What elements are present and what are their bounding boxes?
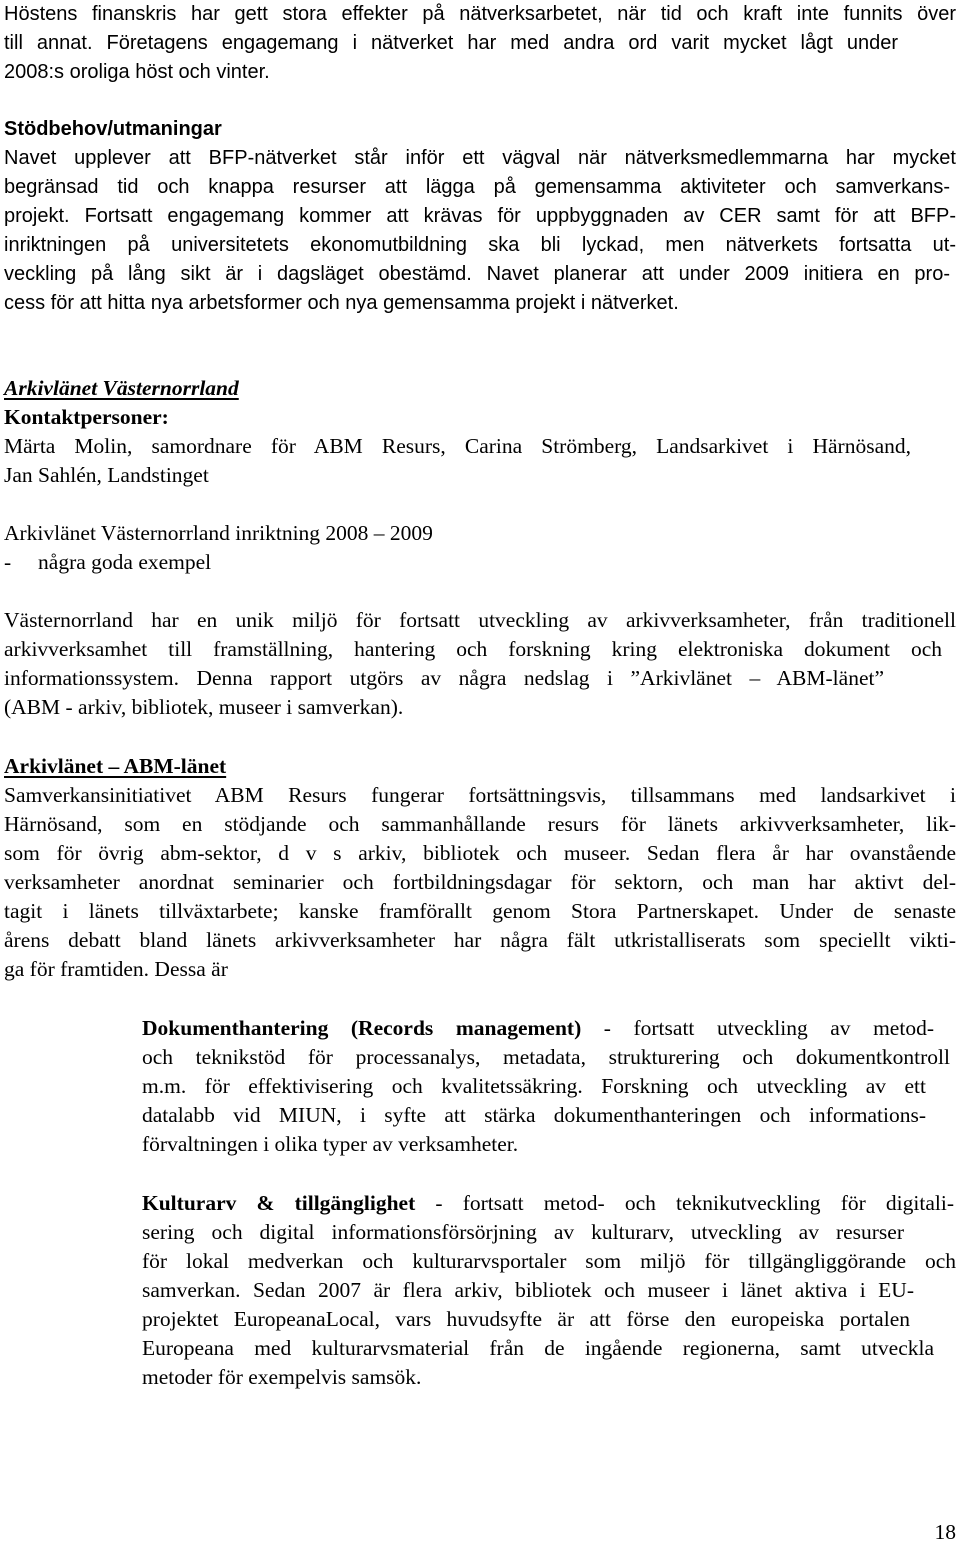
env-line: arkivverksamhet till framställning, hantering och forskning kring elektroniska dokument och [4, 637, 942, 661]
support-line: cess för att hitta nya arbetsformer och nya gemensamma projekt i nätverket. [4, 292, 679, 314]
abm-section [4, 752, 956, 984]
env-line: informationssystem. Denna rapport utgörs av några nedslag i ”Arkivlänet – ABM-länet” [4, 666, 884, 690]
intro-paragraph [4, 0, 956, 87]
focus-item-term: Kulturarv & tillgänglighet [142, 1191, 416, 1215]
direction-line: Arkivlänet Västernorrland inriktning 2008 – 2009 [4, 521, 433, 545]
focus-item-heritage [142, 1189, 956, 1392]
focus-item-rest: - fortsatt utveckling av metod- [581, 1016, 934, 1040]
intro-line: till annat. Företagens engagemang i nätverket har med andra ord varit mycket lågt under [4, 32, 898, 54]
support-line-mixed [4, 260, 950, 289]
support-line: inriktningen på universitetets ekonomutbildning ska bli lyckad, men nätverkets fortsatta ut- [4, 234, 956, 256]
page-number: 18 [934, 1520, 956, 1544]
contacts-line: Jan Sahlén, Landstinget [4, 463, 209, 487]
focus-item-records [142, 1014, 956, 1159]
focus-item-first-line [142, 1189, 954, 1218]
focus-item-line: m.m. för effektivisering och kvalitetssäkring. Forskning och utveckling av ett [142, 1074, 926, 1098]
abm-line: årens debatt bland länets arkivverksamheter har några fält utkristalliserats som speciellt vikti- [4, 928, 956, 952]
abm-heading: Arkivlänet – ABM-länet [4, 754, 227, 778]
support-line-mixed [4, 202, 956, 231]
focus-item-line: Europeana med kulturarvsmaterial från de ingående regionerna, samt utveckla [142, 1336, 934, 1360]
abm-line: Samverkansinitiativet ABM Resurs fungerar fortsättningsvis, tillsammans med landsarkivet i [4, 783, 956, 807]
intro-line: 2008:s oroliga höst och vinter. [4, 61, 270, 83]
intro-line: Höstens finanskris har gett stora effekter på nätverksarbetet, när tid och kraft inte funnits över [4, 3, 956, 25]
support-line: begränsad tid och knappa resurser att lägga på gemensamma aktiviteter och samverkans- [4, 176, 950, 198]
contacts-line: Märta Molin, samordnare för ABM Resurs, Carina Strömberg, Landsarkivet i Härnösand, [4, 434, 911, 458]
environment-paragraph [4, 606, 956, 722]
abm-line: som för övrig abm-sektor, d v s arkiv, bibliotek och museer. Sedan flera år har ovanstående [4, 841, 956, 865]
support-fragment: Navet planerar att under 2009 initiera en pro- [486, 263, 950, 285]
focus-item-line: projektet EuropeanaLocal, vars huvudsyfte är att förse den europeiska portalen [142, 1307, 910, 1331]
support-fragment: veckling på lång sikt är i dagsläget obestämd. [4, 263, 472, 285]
arkiv-title: Arkivlänet Västernorrland [4, 376, 239, 400]
focus-item-rest: - fortsatt metod- och teknikutveckling för digitali- [415, 1191, 954, 1215]
focus-item-line: datalabb vid MIUN, i syfte att stärka dokumenthanteringen och informations- [142, 1103, 926, 1127]
abm-line: verksamheter anordnat seminarier och fortbildningsdagar för sektorn, och man har aktivt del- [4, 870, 956, 894]
focus-item-line: och teknikstöd för processanalys, metadata, strukturering och dokumentkontroll [142, 1045, 950, 1069]
focus-item-line: sering och digital informationsförsörjning av kulturarv, utveckling av resurser [142, 1220, 904, 1244]
support-heading: Stödbehov/utmaningar [4, 118, 222, 140]
abm-line: tagit i länets tillväxtarbete; kanske framförallt genom Stora Partnerskapet. Under de senaste [4, 899, 956, 923]
support-line: Navet upplever att BFP-nätverket står inför ett vägval när nätverksmedlemmarna har mycket [4, 147, 956, 169]
focus-item-first-line [142, 1014, 934, 1043]
focus-item-line: samverkan. Sedan 2007 är flera arkiv, bibliotek och museer i länet aktiva i EU- [142, 1278, 914, 1302]
focus-item-line: för lokal medverkan och kulturarvsportaler som miljö för tillgängliggörande och [142, 1249, 956, 1273]
arkiv-header [4, 374, 956, 490]
focus-item-term: Dokumenthantering (Records management) [142, 1016, 582, 1040]
focus-item-line: metoder för exempelvis samsök. [142, 1365, 422, 1389]
env-line: (ABM - arkiv, bibliotek, museer i samverkan). [4, 695, 404, 719]
support-section [4, 115, 956, 318]
focus-item-line: förvaltningen i olika typer av verksamheter. [142, 1132, 519, 1156]
abm-line: ga för framtiden. Dessa är [4, 957, 228, 981]
contacts-label: Kontaktpersoner: [4, 405, 169, 429]
support-fragment: Fortsatt engagemang kommer att krävas för uppbyggnaden av CER samt för att BFP- [84, 205, 956, 227]
support-fragment: projekt. [4, 205, 70, 227]
abm-line: Härnösand, som en stödjande och sammanhållande resurs för länets arkivverksamheter, lik- [4, 812, 956, 836]
direction-block [4, 519, 956, 577]
examples-line: - några goda exempel [4, 550, 212, 574]
env-line: Västernorrland har en unik miljö för fortsatt utveckling av arkivverksamheter, från traditionell [4, 608, 956, 632]
